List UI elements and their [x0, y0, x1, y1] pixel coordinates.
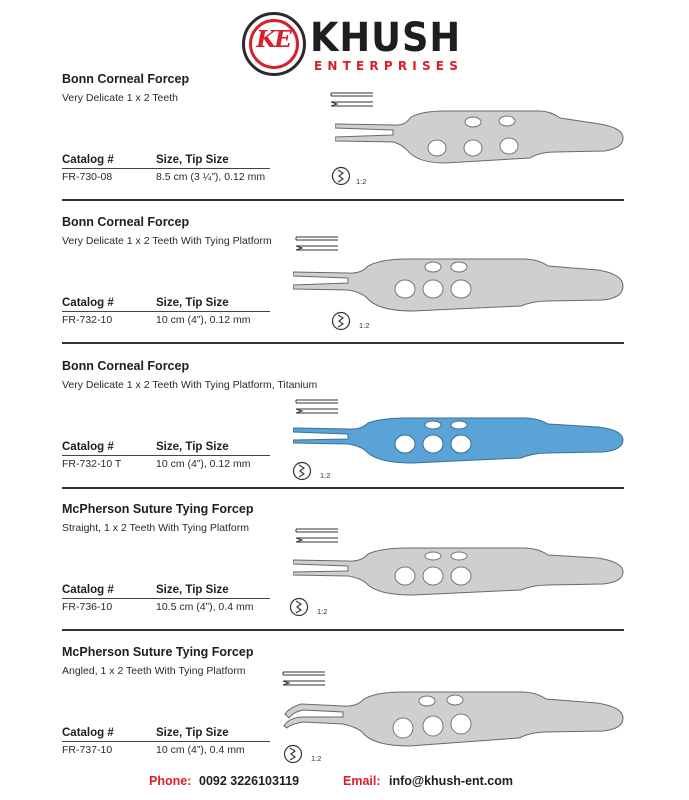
contact-footer — [0, 774, 689, 792]
size-value: 10.5 cm (4”), 0.4 mm — [156, 601, 254, 613]
phone-label: Phone: — [149, 774, 192, 788]
section-divider — [62, 487, 624, 489]
size-header: Size, Tip Size — [156, 584, 229, 596]
forcep-image — [293, 256, 625, 314]
size-value: 8.5 cm (3 ¼”), 0.12 mm — [156, 171, 266, 183]
product-title: Bonn Corneal Forcep — [62, 215, 190, 229]
tip-detail-icon — [281, 669, 327, 689]
size-value: 10 cm (4”), 0.4 mm — [156, 744, 245, 756]
ratio-label: 1:2 — [359, 321, 370, 330]
phone-number[interactable]: 0092 3226103119 — [199, 774, 300, 788]
catalog-number: FR-732-10 T — [62, 458, 122, 470]
size-header: Size, Tip Size — [156, 727, 229, 739]
email-address[interactable]: info@khush-ent.com — [389, 774, 513, 788]
product-description: Very Delicate 1 x 2 Teeth With Tying Platform — [62, 235, 272, 247]
email-label: Email: — [343, 774, 381, 788]
catalog-header: Catalog # — [62, 154, 114, 166]
size-value: 10 cm (4”), 0.12 mm — [156, 458, 251, 470]
size-value: 10 cm (4”), 0.12 mm — [156, 314, 251, 326]
ratio-scale-icon — [331, 166, 351, 186]
section-divider — [62, 199, 624, 201]
product-description: Very Delicate 1 x 2 Teeth With Tying Platform, Titanium — [62, 379, 318, 391]
size-header: Size, Tip Size — [156, 441, 229, 453]
logo-monogram: KE — [256, 26, 290, 53]
tip-detail-icon — [294, 397, 340, 417]
ratio-label: 1:2 — [317, 607, 328, 616]
forcep-image — [335, 108, 625, 166]
size-header: Size, Tip Size — [156, 154, 229, 166]
forcep-image — [293, 416, 625, 466]
product-title: McPherson Suture Tying Forcep — [62, 645, 254, 659]
section-divider — [62, 629, 624, 631]
brand-subtitle: ENTERPRISES — [314, 59, 464, 73]
product-title: McPherson Suture Tying Forcep — [62, 502, 254, 516]
ratio-scale-icon — [289, 597, 309, 617]
forcep-image — [281, 690, 625, 750]
product-description: Angled, 1 x 2 Teeth With Tying Platform — [62, 665, 246, 677]
ratio-scale-icon — [283, 744, 303, 764]
catalog-number: FR-736-10 — [62, 601, 113, 613]
size-header: Size, Tip Size — [156, 297, 229, 309]
ratio-label: 1:2 — [311, 754, 322, 763]
tip-detail-icon — [294, 234, 340, 254]
catalog-number: FR-730-08 — [62, 171, 113, 183]
forcep-image — [293, 546, 625, 598]
ratio-label: 1:2 — [320, 471, 331, 480]
tip-detail-icon — [294, 526, 340, 546]
catalog-header: Catalog # — [62, 727, 114, 739]
catalog-number: FR-737-10 — [62, 744, 113, 756]
ratio-scale-icon — [292, 461, 312, 481]
product-description: Very Delicate 1 x 2 Teeth — [62, 92, 178, 104]
product-title: Bonn Corneal Forcep — [62, 359, 190, 373]
product-description: Straight, 1 x 2 Teeth With Tying Platform — [62, 522, 249, 534]
catalog-header: Catalog # — [62, 441, 114, 453]
product-title: Bonn Corneal Forcep — [62, 72, 190, 86]
catalog-header: Catalog # — [62, 297, 114, 309]
brand-name: KHUSH — [310, 15, 462, 61]
tip-detail-icon — [329, 90, 375, 110]
ratio-label: 1:2 — [356, 177, 367, 186]
section-divider — [62, 342, 624, 344]
ratio-scale-icon — [331, 311, 351, 331]
catalog-number: FR-732-10 — [62, 314, 113, 326]
brand-logo — [242, 12, 464, 78]
catalog-header: Catalog # — [62, 584, 114, 596]
